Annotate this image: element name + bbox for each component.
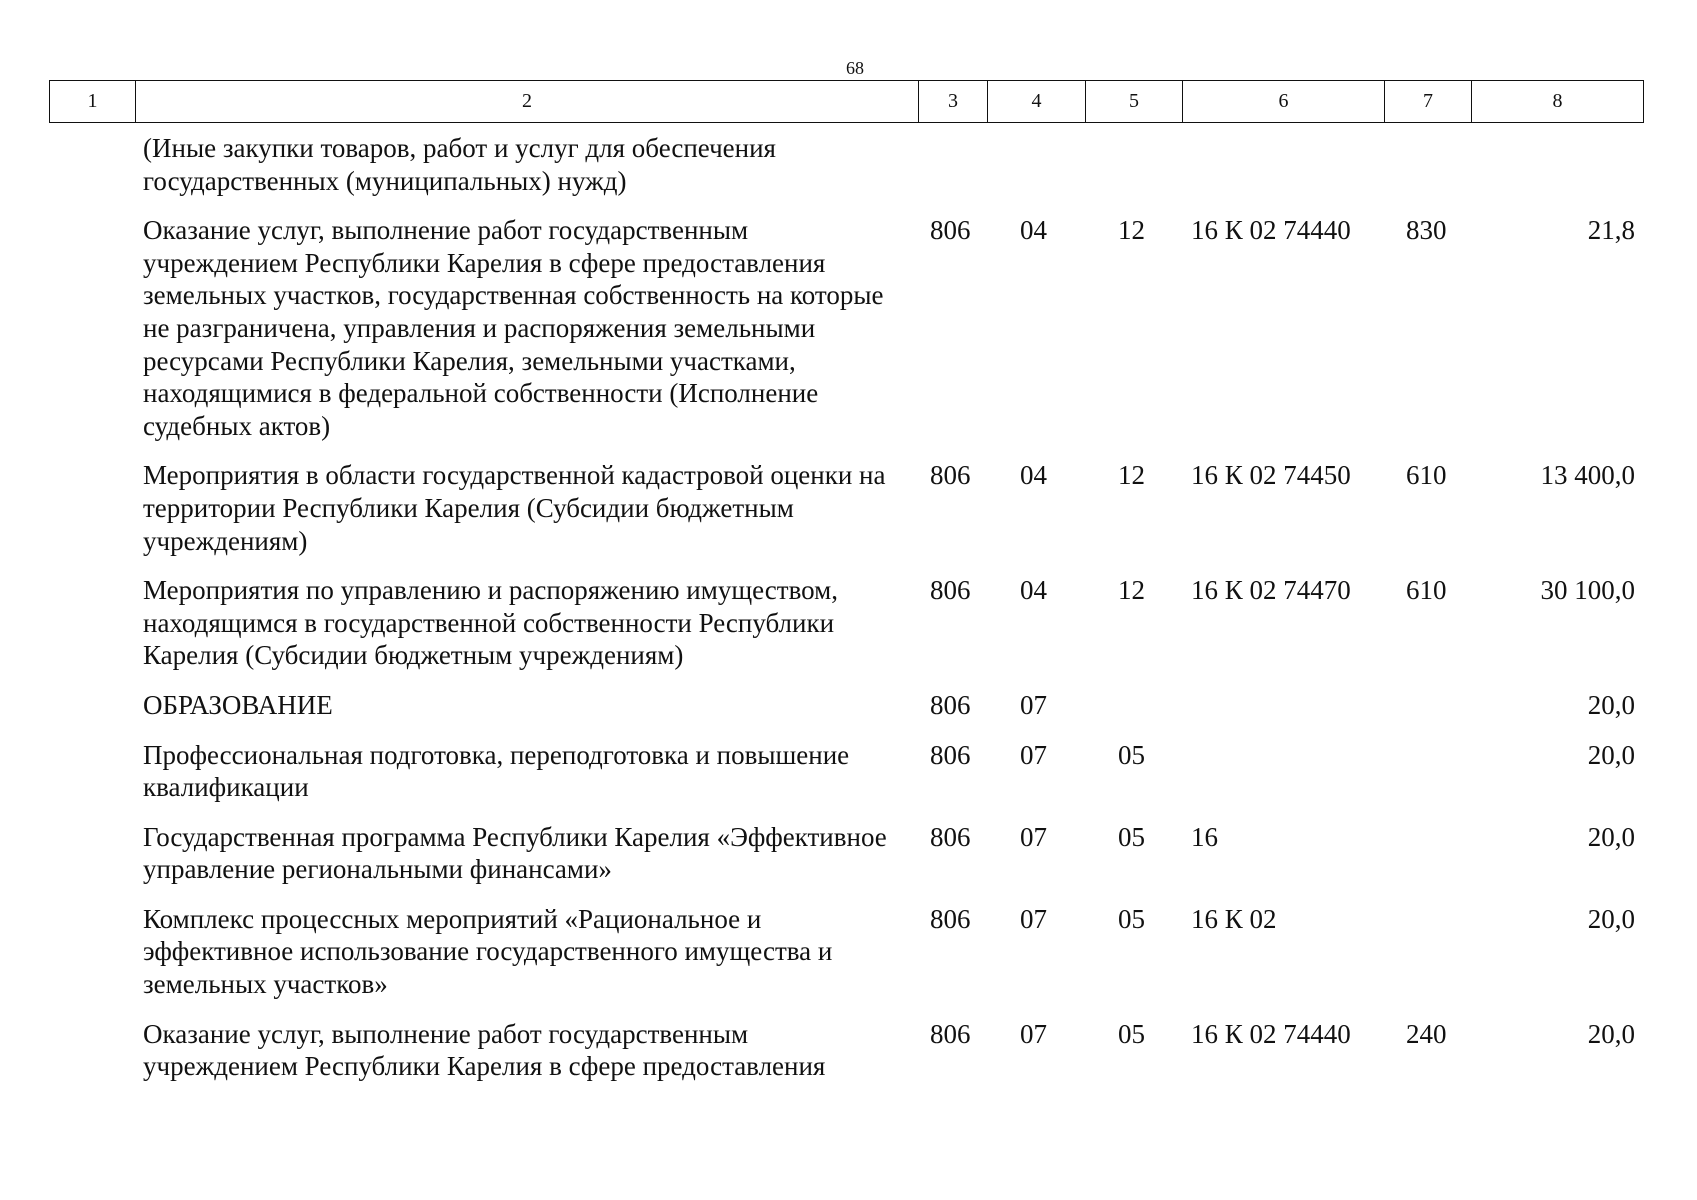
expense-type-code: 610 (1406, 575, 1447, 606)
target-article-code (1182, 739, 1384, 821)
row-description: Профессиональная подготовка, переподготовка и повышение квалификации (143, 739, 850, 803)
header-cell: 6 (1183, 81, 1385, 123)
section-code: 04 (1020, 215, 1047, 246)
row-description: Оказание услуг, выполнение работ государственным учреждением Республики Карелия в сфере предоставления земельных участков, государственная собственность на которые не разграничена, управления и распоряжения земельными ресурсами Республики Карелия, земельными участками, находящимися в федеральной собственности (Исполнение судебных актов) (143, 215, 884, 441)
target-article-code (1182, 132, 1384, 214)
header-cell: 1 (50, 81, 136, 123)
ministry-code: 806 (930, 821, 971, 852)
page-number: 68 (846, 58, 864, 78)
ministry-code: 806 (930, 215, 971, 246)
ministry-code: 806 (930, 903, 971, 934)
ministry-code: 806 (930, 1018, 971, 1049)
section-code: 04 (1020, 460, 1047, 491)
table-row (49, 821, 1643, 903)
amount: 20,0 (1587, 1018, 1635, 1049)
header-cell: 3 (919, 81, 988, 123)
target-article-code: 16 (1191, 821, 1218, 852)
section-code: 07 (1020, 821, 1047, 852)
subsection-code: 12 (1118, 575, 1145, 606)
column-number-header (49, 80, 1644, 123)
row-description: Мероприятия в области государственной кадастровой оценки на территории Республики Карелия (Субсидии бюджетным учреждениям) (143, 460, 886, 556)
budget-table-body (49, 132, 1643, 1100)
expense-type-code (1384, 739, 1471, 821)
target-article-code: 16 К 02 74440 (1191, 215, 1351, 246)
section-code: 07 (1020, 739, 1047, 770)
header-cell: 7 (1385, 81, 1472, 123)
table-row (49, 903, 1643, 1018)
section-code: 07 (1020, 1018, 1047, 1049)
header-cell: 4 (988, 81, 1086, 123)
subsection-code (1085, 689, 1182, 739)
subsection-code: 05 (1118, 1018, 1145, 1049)
header-cell: 8 (1472, 81, 1644, 123)
section-code: 07 (1020, 689, 1047, 720)
amount: 13 400,0 (1540, 460, 1635, 491)
table-row (49, 459, 1643, 574)
expense-type-code (1384, 132, 1471, 214)
ministry-code: 806 (930, 689, 971, 720)
row-description: Государственная программа Республики Карелия «Эффективное управление региональными финансами» (143, 821, 887, 885)
subsection-code: 05 (1118, 821, 1145, 852)
ministry-code: 806 (930, 739, 971, 770)
ministry-code: 806 (930, 460, 971, 491)
expense-type-code (1384, 821, 1471, 903)
expense-type-code: 830 (1406, 215, 1447, 246)
target-article-code: 16 К 02 74440 (1191, 1018, 1351, 1049)
expense-type-code: 610 (1406, 460, 1447, 491)
row-description: Оказание услуг, выполнение работ государственным учреждением Республики Карелия в сфере предоставления (143, 1018, 826, 1082)
ministry-code (918, 132, 987, 214)
target-article-code: 16 К 02 (1191, 903, 1277, 934)
table-row (49, 132, 1643, 214)
header-row (50, 81, 1644, 123)
amount (1471, 132, 1643, 214)
row-description: Комплекс процессных мероприятий «Рациональное и эффективное использование государственного имущества и земельных участков» (143, 903, 833, 1000)
amount: 20,0 (1587, 739, 1635, 770)
header-cell: 5 (1086, 81, 1183, 123)
amount: 20,0 (1587, 821, 1635, 852)
table-row (49, 739, 1643, 821)
target-article-code (1182, 689, 1384, 739)
section-code: 04 (1020, 575, 1047, 606)
subsection-code: 05 (1118, 739, 1145, 770)
amount: 30 100,0 (1540, 575, 1635, 606)
row-description: ОБРАЗОВАНИЕ (143, 689, 333, 720)
table-row (49, 689, 1643, 739)
subsection-code: 12 (1118, 460, 1145, 491)
section-code (987, 132, 1085, 214)
target-article-code: 16 К 02 74450 (1191, 460, 1351, 491)
table-row (49, 574, 1643, 689)
ministry-code: 806 (930, 575, 971, 606)
expense-type-code (1384, 903, 1471, 1018)
amount: 20,0 (1587, 689, 1635, 720)
table-row (49, 214, 1643, 459)
target-article-code: 16 К 02 74470 (1191, 575, 1351, 606)
subsection-code (1085, 132, 1182, 214)
expense-type-code: 240 (1406, 1018, 1447, 1049)
header-cell: 2 (136, 81, 919, 123)
subsection-code: 05 (1118, 903, 1145, 934)
amount: 20,0 (1587, 903, 1635, 934)
subsection-code: 12 (1118, 215, 1145, 246)
row-description: (Иные закупки товаров, работ и услуг для обеспечения государственных (муниципальных) нужд) (143, 133, 776, 196)
table-row (49, 1018, 1643, 1100)
section-code: 07 (1020, 903, 1047, 934)
expense-type-code (1384, 689, 1471, 739)
row-description: Мероприятия по управлению и распоряжению имуществом, находящимся в государственной собственности Республики Карелия (Субсидии бюджетным учреждениям) (143, 575, 838, 671)
amount: 21,8 (1587, 215, 1635, 246)
